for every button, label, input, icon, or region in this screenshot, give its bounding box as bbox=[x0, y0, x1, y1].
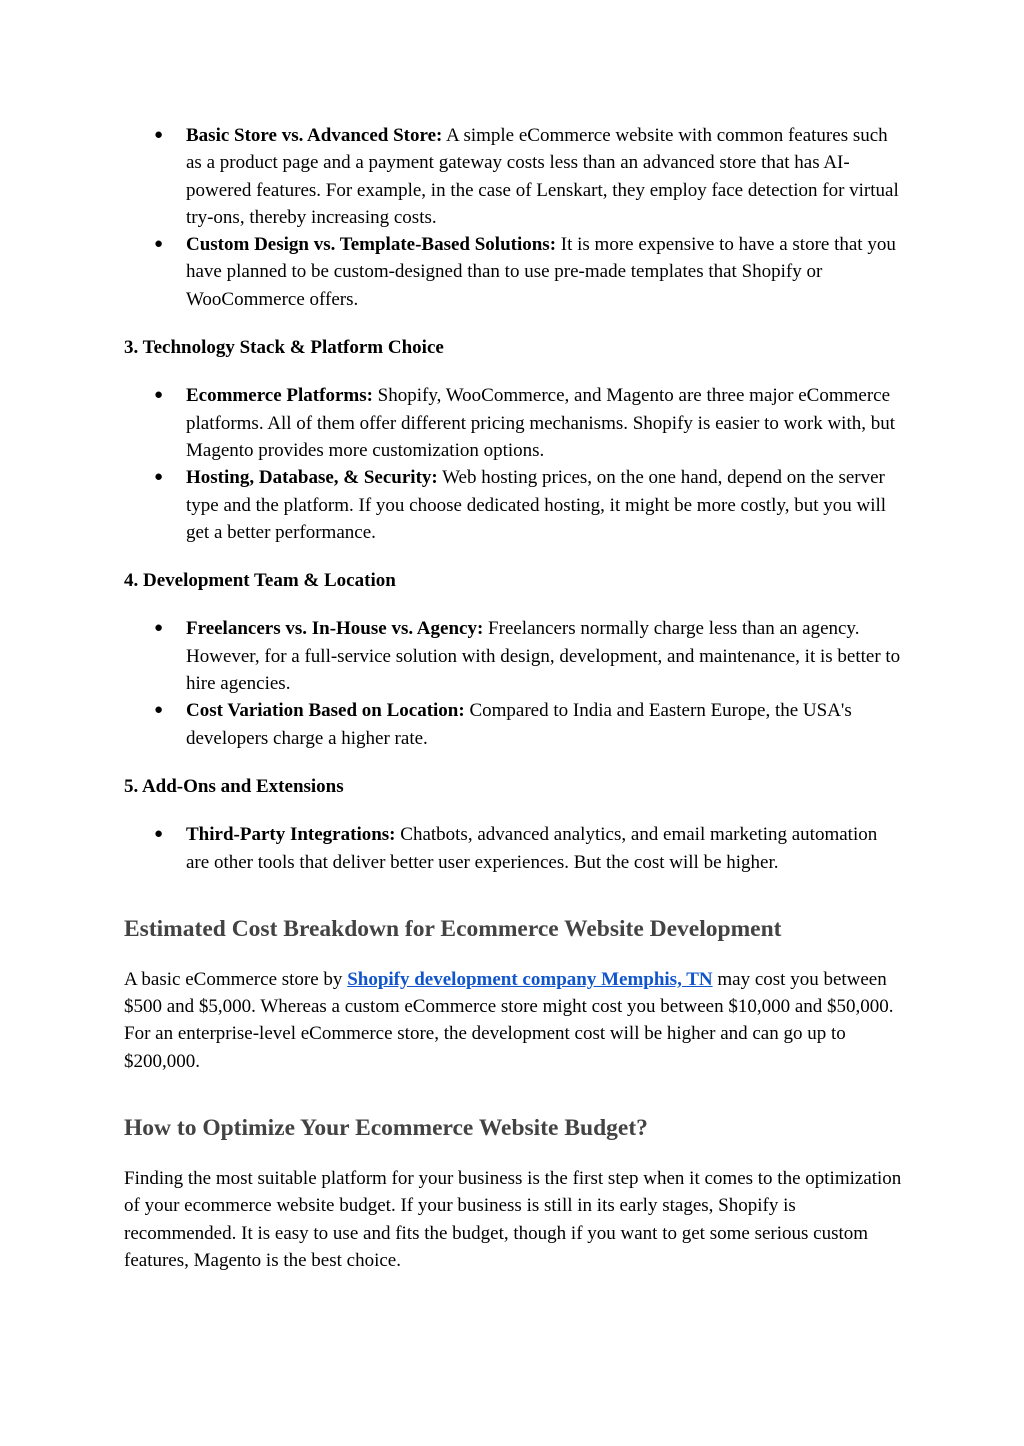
bullet-term: Cost Variation Based on Location: bbox=[186, 700, 465, 722]
list-item bbox=[124, 697, 904, 752]
document-page bbox=[124, 122, 904, 1274]
cost-breakdown-paragraph bbox=[124, 966, 904, 1075]
bullet-icon: ● bbox=[154, 127, 164, 143]
cost-text-before: A basic eCommerce store by bbox=[124, 968, 348, 990]
list-item bbox=[124, 615, 904, 697]
bullet-text: Shopify, WooCommerce, and Magento are three major eCommerce platforms. All of them offer different pricing mechanisms. Shopify is easier to work with, but Magento provides more customization options. bbox=[186, 385, 896, 461]
cost-breakdown-heading: Estimated Cost Breakdown for Ecommerce Website Development bbox=[124, 915, 782, 942]
bullet-text: It is more expensive to have a store that you have planned to be custom-designed than to use pre-made templates that Shopify or WooCommerce offers. bbox=[186, 234, 896, 310]
section-4-heading: 4. Development Team & Location bbox=[124, 570, 396, 592]
bullet-term: Basic Store vs. Advanced Store: bbox=[186, 125, 443, 146]
optimize-paragraph: Finding the most suitable platform for your business is the first step when it comes to the optimization of your ecommerce website budget. If your business is still in its early stages, Shopify is recommended. It is easy to use and fits the budget, though if you want to get some serious custom features, Magento is the best choice. bbox=[124, 1168, 902, 1271]
bullet-text: Chatbots, advanced analytics, and email marketing automation are other tools that deliver better user experiences. But the cost will be higher. bbox=[186, 824, 878, 873]
section-2-bullet-list bbox=[124, 122, 904, 313]
bullet-icon: ● bbox=[154, 236, 164, 253]
optimize-heading: How to Optimize Your Ecommerce Website Budget? bbox=[124, 1115, 648, 1142]
list-item bbox=[124, 122, 904, 231]
list-item bbox=[124, 464, 904, 546]
bullet-term: Ecommerce Platforms: bbox=[186, 385, 373, 407]
section-5-heading: 5. Add-Ons and Extensions bbox=[124, 775, 344, 797]
bullet-text: A simple eCommerce website with common features such as a product page and a payment gateway costs less than an advanced store that has AI-powered features. For example, in the case of Lenskart, they employ face detection for virtual try-ons, thereby increasing costs. bbox=[186, 125, 899, 228]
section-5-bullet-list bbox=[124, 821, 904, 876]
list-item bbox=[124, 231, 904, 313]
section-4-bullet-list bbox=[124, 615, 904, 751]
list-item bbox=[124, 382, 904, 464]
bullet-icon: ● bbox=[154, 620, 164, 637]
bullet-text: Compared to India and Eastern Europe, the USA's developers charge a higher rate. bbox=[186, 700, 852, 749]
bullet-text: Freelancers normally charge less than an agency. However, for a full-service solution with design, development, and maintenance, it is better to hire agencies. bbox=[186, 618, 901, 695]
bullet-term: Freelancers vs. In-House vs. Agency: bbox=[186, 618, 484, 640]
bullet-icon: ● bbox=[154, 702, 164, 719]
list-item bbox=[124, 821, 904, 876]
bullet-term: Hosting, Database, & Security: bbox=[186, 467, 438, 489]
bullet-term: Custom Design vs. Template-Based Solutions: bbox=[186, 234, 557, 256]
section-3-heading: 3. Technology Stack & Platform Choice bbox=[124, 337, 444, 359]
bullet-icon: ● bbox=[154, 826, 164, 843]
bullet-icon: ● bbox=[154, 469, 164, 486]
cost-text-after: may cost you between $500 and $5,000. Whereas a custom eCommerce store might cost you between $10,000 and $50,000. For an enterprise-level eCommerce store, the development cost will be higher and can go up to $200,000. bbox=[124, 968, 894, 1072]
shopify-memphis-link[interactable]: Shopify development company Memphis, TN bbox=[347, 968, 713, 990]
bullet-icon: ● bbox=[154, 387, 164, 404]
bullet-term: Third-Party Integrations: bbox=[186, 824, 396, 846]
section-3-bullet-list bbox=[124, 382, 904, 546]
bullet-text: Web hosting prices, on the one hand, depend on the server type and the platform. If you choose dedicated hosting, it might be more costly, but you will get a better performance. bbox=[186, 467, 887, 543]
